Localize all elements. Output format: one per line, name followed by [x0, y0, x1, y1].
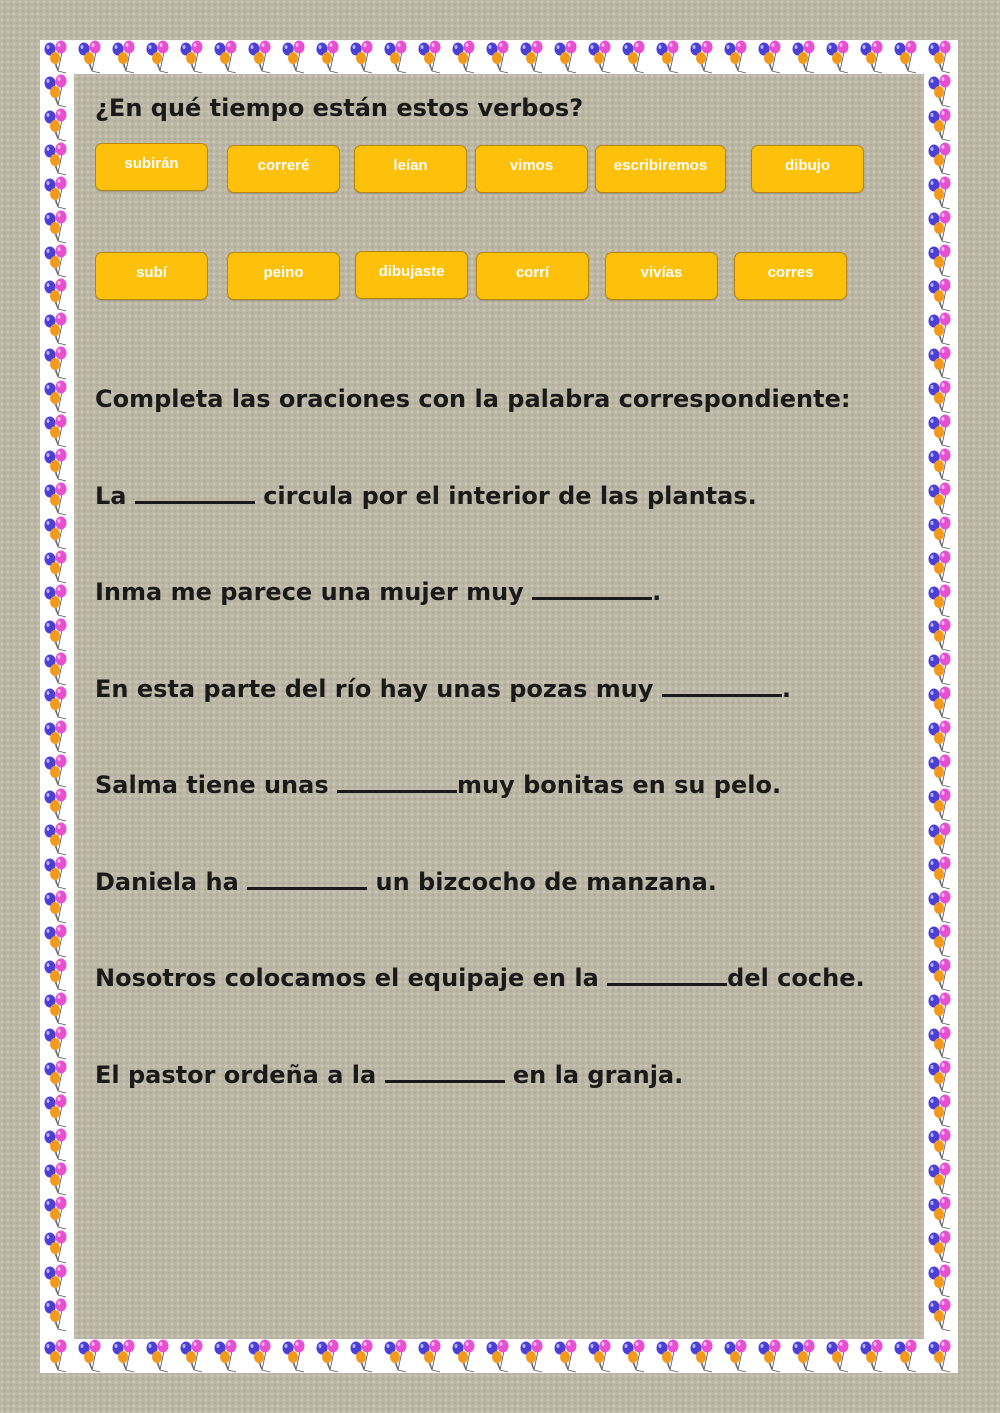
balloon-bunch-icon	[929, 449, 951, 482]
balloon-bunch-icon	[759, 1340, 781, 1373]
balloon-bunch-icon	[453, 1340, 475, 1373]
balloon-bunch-icon	[929, 789, 951, 822]
balloon-bunch-icon	[45, 313, 67, 346]
balloon-bunch-icon	[45, 109, 67, 142]
balloon-bunch-icon	[45, 585, 67, 618]
balloon-bunch-icon	[929, 245, 951, 278]
balloon-bunch-icon	[623, 41, 645, 74]
balloon-bunch-icon	[181, 41, 203, 74]
balloon-bunch-icon	[861, 1340, 883, 1373]
verb-chip-leian[interactable]: leían	[354, 145, 467, 193]
balloon-bunch-icon	[45, 1231, 67, 1264]
balloon-bunch-icon	[45, 279, 67, 312]
sentence	[95, 1061, 683, 1089]
balloon-bunch-icon	[929, 381, 951, 414]
balloon-bunch-icon	[657, 41, 679, 74]
sentence	[95, 964, 865, 992]
answer-blank[interactable]	[662, 676, 782, 697]
balloon-bunch-icon	[113, 1340, 135, 1373]
balloon-bunch-icon	[45, 993, 67, 1026]
balloon-bunch-icon	[419, 1340, 441, 1373]
balloon-bunch-icon	[45, 483, 67, 516]
balloon-bunch-icon	[657, 1340, 679, 1373]
balloon-bunch-icon	[45, 143, 67, 176]
balloon-bunch-icon	[929, 1163, 951, 1196]
verb-chip-vivias[interactable]: vivías	[605, 252, 718, 300]
answer-blank[interactable]	[247, 869, 367, 890]
balloon-bunch-icon	[589, 1340, 611, 1373]
sentence	[95, 578, 661, 606]
verb-chip-escribiremos[interactable]: escribiremos	[595, 145, 726, 193]
balloon-bunch-icon	[45, 653, 67, 686]
balloon-bunch-icon	[895, 41, 917, 74]
sentence	[95, 868, 717, 896]
balloon-bunch-icon	[555, 1340, 577, 1373]
balloon-bunch-icon	[759, 41, 781, 74]
balloon-bunch-icon	[283, 1340, 305, 1373]
balloon-bunch-icon	[589, 41, 611, 74]
balloon-bunch-icon	[929, 1061, 951, 1094]
balloon-bunch-icon	[521, 1340, 543, 1373]
balloon-bunch-icon	[793, 41, 815, 74]
balloon-bunch-icon	[929, 279, 951, 312]
balloon-bunch-icon	[351, 41, 373, 74]
balloon-bunch-icon	[215, 41, 237, 74]
balloon-bunch-icon	[691, 41, 713, 74]
balloon-bunch-icon	[385, 1340, 407, 1373]
balloon-bunch-icon	[929, 1129, 951, 1162]
balloon-bunch-icon	[45, 1340, 67, 1373]
answer-blank[interactable]	[385, 1062, 505, 1083]
balloon-bunch-icon	[929, 925, 951, 958]
balloon-bunch-icon	[929, 721, 951, 754]
balloon-bunch-icon	[113, 41, 135, 74]
balloon-bunch-icon	[317, 41, 339, 74]
sentence-text-after: un bizcocho de manzana.	[367, 868, 717, 896]
sentence	[95, 675, 791, 703]
balloon-bunch-icon	[929, 1265, 951, 1298]
balloon-bunch-icon	[79, 1340, 101, 1373]
balloon-bunch-icon	[45, 1095, 67, 1128]
balloon-bunch-icon	[929, 313, 951, 346]
balloon-bunch-icon	[45, 1027, 67, 1060]
balloon-bunch-icon	[45, 347, 67, 380]
balloon-bunch-icon	[45, 381, 67, 414]
balloon-bunch-icon	[929, 585, 951, 618]
verb-chip-vimos[interactable]: vimos	[475, 145, 588, 193]
balloon-bunch-icon	[181, 1340, 203, 1373]
balloon-bunch-icon	[929, 619, 951, 652]
balloon-bunch-icon	[929, 415, 951, 448]
balloon-bunch-icon	[283, 41, 305, 74]
balloon-bunch-icon	[929, 211, 951, 244]
balloon-bunch-icon	[861, 41, 883, 74]
balloon-bunch-icon	[827, 1340, 849, 1373]
balloon-bunch-icon	[929, 517, 951, 550]
sentence-text-before: La	[95, 482, 135, 510]
balloon-bunch-icon	[45, 75, 67, 108]
sentence-text-after: .	[781, 675, 791, 703]
balloon-bunch-icon	[45, 177, 67, 210]
balloon-bunch-icon	[45, 755, 67, 788]
sentence-text-after: del coche.	[727, 964, 865, 992]
balloon-bunch-icon	[929, 1299, 951, 1332]
balloon-bunch-icon	[929, 109, 951, 142]
balloon-bunch-icon	[623, 1340, 645, 1373]
balloon-bunch-icon	[147, 41, 169, 74]
balloon-bunch-icon	[45, 415, 67, 448]
sentence-text-before: Daniela ha	[95, 868, 248, 896]
balloon-bunch-icon	[929, 483, 951, 516]
sentence	[95, 482, 757, 510]
verb-chip-dibujaste[interactable]: dibujaste	[355, 251, 468, 299]
balloon-bunch-icon	[929, 75, 951, 108]
instructions-heading: Completa las oraciones con la palabra correspondiente:	[95, 385, 851, 413]
answer-blank[interactable]	[135, 483, 255, 504]
balloon-bunch-icon	[929, 177, 951, 210]
verb-chip-correre[interactable]: correré	[227, 145, 340, 193]
balloon-bunch-icon	[929, 993, 951, 1026]
balloon-bunch-icon	[45, 925, 67, 958]
balloon-bunch-icon	[45, 789, 67, 822]
balloon-bunch-icon	[45, 1163, 67, 1196]
answer-blank[interactable]	[532, 579, 652, 600]
balloon-bunch-icon	[929, 959, 951, 992]
sentence-text-after: circula por el interior de las plantas.	[254, 482, 757, 510]
answer-blank[interactable]	[337, 772, 457, 793]
balloon-bunch-icon	[929, 551, 951, 584]
balloon-bunch-icon	[317, 1340, 339, 1373]
sentence-text-after: en la granja.	[504, 1061, 684, 1089]
balloon-bunch-icon	[929, 687, 951, 720]
balloon-bunch-icon	[929, 1027, 951, 1060]
balloon-bunch-icon	[929, 857, 951, 890]
balloon-bunch-icon	[45, 449, 67, 482]
balloon-bunch-icon	[45, 959, 67, 992]
balloon-bunch-icon	[929, 1340, 951, 1373]
verb-chip-subi[interactable]: subí	[95, 252, 208, 300]
verb-chip-subiran[interactable]: subirán	[95, 143, 208, 191]
balloon-bunch-icon	[793, 1340, 815, 1373]
balloon-bunch-icon	[487, 1340, 509, 1373]
balloon-bunch-icon	[929, 755, 951, 788]
balloon-bunch-icon	[45, 1061, 67, 1094]
balloon-bunch-icon	[385, 41, 407, 74]
page-border-frame	[40, 40, 958, 1373]
verb-chip-dibujo[interactable]: dibujo	[751, 145, 864, 193]
balloon-bunch-icon	[725, 1340, 747, 1373]
balloon-bunch-icon	[45, 1265, 67, 1298]
sentence-text-before: Salma tiene unas	[95, 771, 337, 799]
balloon-bunch-icon	[45, 891, 67, 924]
balloon-bunch-icon	[929, 41, 951, 74]
balloon-bunch-icon	[45, 41, 67, 74]
balloon-bunch-icon	[929, 143, 951, 176]
balloon-bunch-icon	[249, 1340, 271, 1373]
answer-blank[interactable]	[607, 965, 727, 986]
balloon-bunch-icon	[45, 1129, 67, 1162]
balloon-bunch-icon	[45, 823, 67, 856]
exercise-title: ¿En qué tiempo están estos verbos?	[95, 94, 584, 122]
balloon-bunch-icon	[215, 1340, 237, 1373]
balloon-bunch-icon	[487, 41, 509, 74]
balloon-bunch-icon	[351, 1340, 373, 1373]
balloon-bunch-icon	[45, 619, 67, 652]
balloon-bunch-icon	[929, 823, 951, 856]
sentence-text-before: El pastor ordeña a la	[95, 1061, 385, 1089]
sentence	[95, 771, 781, 799]
balloon-bunch-icon	[45, 687, 67, 720]
balloon-bunch-icon	[555, 41, 577, 74]
balloon-bunch-icon	[79, 41, 101, 74]
verb-chip-peino[interactable]: peino	[227, 252, 340, 300]
balloon-bunch-icon	[895, 1340, 917, 1373]
balloon-bunch-icon	[147, 1340, 169, 1373]
balloon-bunch-icon	[521, 41, 543, 74]
balloon-bunch-icon	[45, 857, 67, 890]
sentence-text-before: En esta parte del río hay unas pozas muy	[95, 675, 662, 703]
balloon-bunch-icon	[419, 41, 441, 74]
sentence-text-after: .	[652, 578, 662, 606]
sentence-text-before: Nosotros colocamos el equipaje en la	[95, 964, 608, 992]
balloon-bunch-icon	[929, 653, 951, 686]
balloon-bunch-icon	[45, 211, 67, 244]
balloon-bunch-icon	[45, 1299, 67, 1332]
balloon-bunch-icon	[827, 41, 849, 74]
balloon-bunch-icon	[929, 347, 951, 380]
balloon-bunch-icon	[45, 1197, 67, 1230]
balloon-bunch-icon	[45, 245, 67, 278]
balloon-bunch-icon	[929, 1231, 951, 1264]
balloon-bunch-icon	[453, 41, 475, 74]
balloon-bunch-icon	[45, 517, 67, 550]
balloon-bunch-icon	[929, 1197, 951, 1230]
sentence-text-after: muy bonitas en su pelo.	[456, 771, 782, 799]
balloon-bunch-icon	[725, 41, 747, 74]
balloon-bunch-icon	[929, 891, 951, 924]
sentence-text-before: Inma me parece una mujer muy	[95, 578, 533, 606]
verb-chip-corres[interactable]: corres	[734, 252, 847, 300]
balloon-bunch-icon	[929, 1095, 951, 1128]
balloon-bunch-icon	[691, 1340, 713, 1373]
balloon-bunch-icon	[249, 41, 271, 74]
balloon-bunch-icon	[45, 551, 67, 584]
verb-chip-corri[interactable]: corrí	[476, 252, 589, 300]
balloon-bunch-icon	[45, 721, 67, 754]
